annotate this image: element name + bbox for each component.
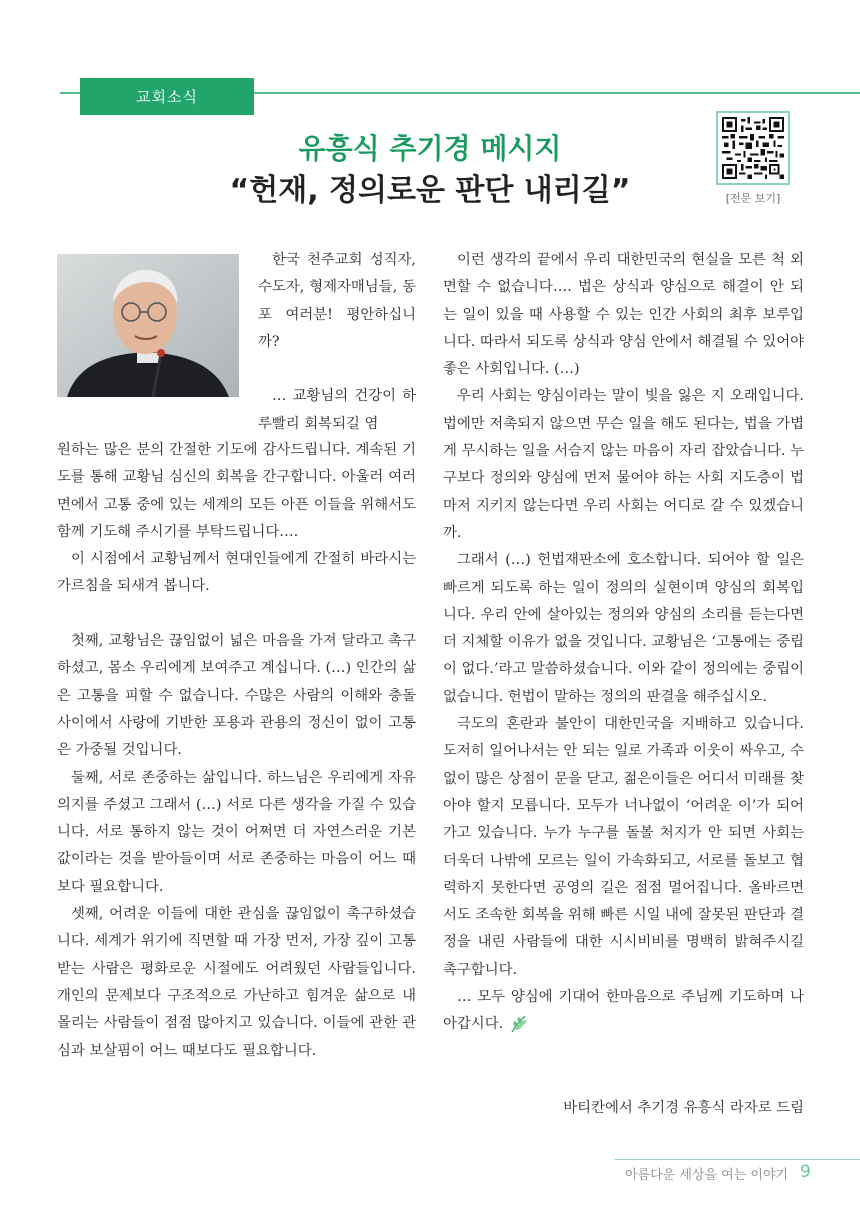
- qr-caption: [전문 보기]: [725, 192, 781, 205]
- paragraph: 한국 천주교회 성직자, 수도자, 형제자매님들, 동포 여러분! 평안하십니까?: [258, 252, 416, 350]
- paragraph: 그래서 (…) 헌법재판소에 호소합니다. 되어야 할 일은 빠르게 되도록 하는 일이 정의의 실현이며 양심의 회복입니다. 우리 안에 살아있는 정의와 양심의 소리를 듣는다면 더 지체할 이유가 없을 것입니다. 교황님은 ‘고통에는 중립이 없다.’라고 말씀하셨습니다. 이와 같이 정의에는 중립이 없습니다. 헌법이 말하는 정의의 판결을 해주십시오.: [443, 552, 804, 705]
- section-label: 교회소식: [80, 78, 254, 115]
- article-title: 유흥식 추기경 메시지: [298, 132, 562, 165]
- article-subtitle: “헌재, 정의로운 판단 내리길”: [229, 173, 631, 208]
- footer-rule: [615, 1159, 860, 1160]
- final-text: … 모두 양심에 기대어 한마음으로 주님께 기도하며 나아갑시다.: [443, 989, 804, 1033]
- paragraph: 이런 생각의 끝에서 우리 대한민국의 현실을 모른 척 외면할 수 없습니다…. 법은 상식과 양심으로 해결이 안 되는 일이 있을 때 사용할 수 있는 인간 사회의 최후 보루입니다. 따라서 되도록 상식과 양심 안에서 해결될 수 있어야 좋은 사회입니다. (…): [443, 252, 804, 378]
- paragraph: 극도의 혼란과 불안이 대한민국을 지배하고 있습니다. 도저히 일어나서는 안 되는 일로 가족과 이웃이 싸우고, 수없이 많은 상점이 문을 닫고, 젊은이들은 어디서 미래를 찾아야 할지 모릅니다. 모두가 너나없이 ‘어려운 이’가 되어가고 있습니다. 누가 누구를 돌볼 처지가 안 되면 사회는 더욱더 나밖에 모르는 일이 가속화되고, 서로를 돌보고 협력하지 못한다면 공영의 길은 점점 멀어집니다. 올바르면서도 조속한 회복을 위해 빠른 시일 내에 잘못된 판단과 결정을 내린 사람들에 대한 시시비비를 명백히 밝혀주시길 촉구합니다.: [443, 716, 804, 978]
- qr-code[interactable]: [716, 111, 790, 185]
- paragraph: 원하는 많은 분의 간절한 기도에 감사드립니다. 계속된 기도를 통해 교황님 심신의 회복을 간구합니다. 아울러 여러 면에서 고통 중에 있는 세계의 모든 아픈 이들을 위해서도 함께 기도해 주시기를 부탁드립니다….: [57, 442, 416, 540]
- magazine-name: 아름다운 세상을 여는 이야기: [625, 1168, 789, 1183]
- paragraph: 우리 사회는 양심이라는 말이 빛을 잃은 지 오래입니다. 법에만 저촉되지 않으면 무슨 일을 해도 된다는, 법을 가볍게 무시하는 일을 서슴지 않는 마음이 자리 잡았습니다. 누구보다 정의와 양심에 먼저 물어야 하는 사회 지도층이 법마저 지키지 않는다면 우리 사회는 어디로 갈 수 있겠습니까.: [443, 388, 804, 541]
- paragraph: 이 시점에서 교황님께서 현대인들에게 간절히 바라시는 가르침을 되새겨 봅니다.: [57, 551, 416, 595]
- leaf-icon: [508, 1014, 528, 1034]
- cardinal-photo: [57, 254, 239, 397]
- paragraph-final: [443, 984, 804, 1039]
- article-column-right: [443, 247, 804, 1039]
- page-number: 9: [800, 1162, 811, 1182]
- article-intro: [258, 247, 416, 438]
- paragraph: … 교황님의 건강이 하루빨리 회복되길 염: [258, 388, 416, 432]
- paragraph: 셋째, 어려운 이들에 대한 관심을 끊임없이 촉구하셨습니다. 세계가 위기에 직면할 때 가장 먼저, 가장 깊이 고통받는 사람은 평화로운 시절에도 어려웠던 사람들입니다. 개인의 문제보다 구조적으로 가난하고 힘겨운 삶으로 내몰리는 사람들이 점점 많아지고 있습니다. 이들에 관한 관심과 보살핌이 어느 때보다도 필요합니다.: [57, 906, 416, 1059]
- signature-line: 바티칸에서 추기경 유흥식 라자로 드림: [563, 1100, 804, 1116]
- article-column-left: [57, 437, 416, 1065]
- qr-code-icon: [722, 117, 784, 179]
- paragraph: 둘째, 서로 존중하는 삶입니다. 하느님은 우리에게 자유 의지를 주셨고 그래서 (…) 서로 다른 생각을 가질 수 있습니다. 서로 통하지 않는 것이 어쩌면 더 자연스러운 기본값이라는 것을 받아들이며 서로 존중하는 마음이 어느 때보다 필요합니다.: [57, 769, 416, 895]
- paragraph: 첫째, 교황님은 끊임없이 넓은 마음을 가져 달라고 촉구하셨고, 몸소 우리에게 보여주고 계십니다. (…) 인간의 삶은 고통을 피할 수 없습니다. 수많은 사람의 이해와 충돌 사이에서 사랑에 기반한 포용과 관용의 정신이 없이 고통은 가중될 것입니다.: [57, 633, 416, 759]
